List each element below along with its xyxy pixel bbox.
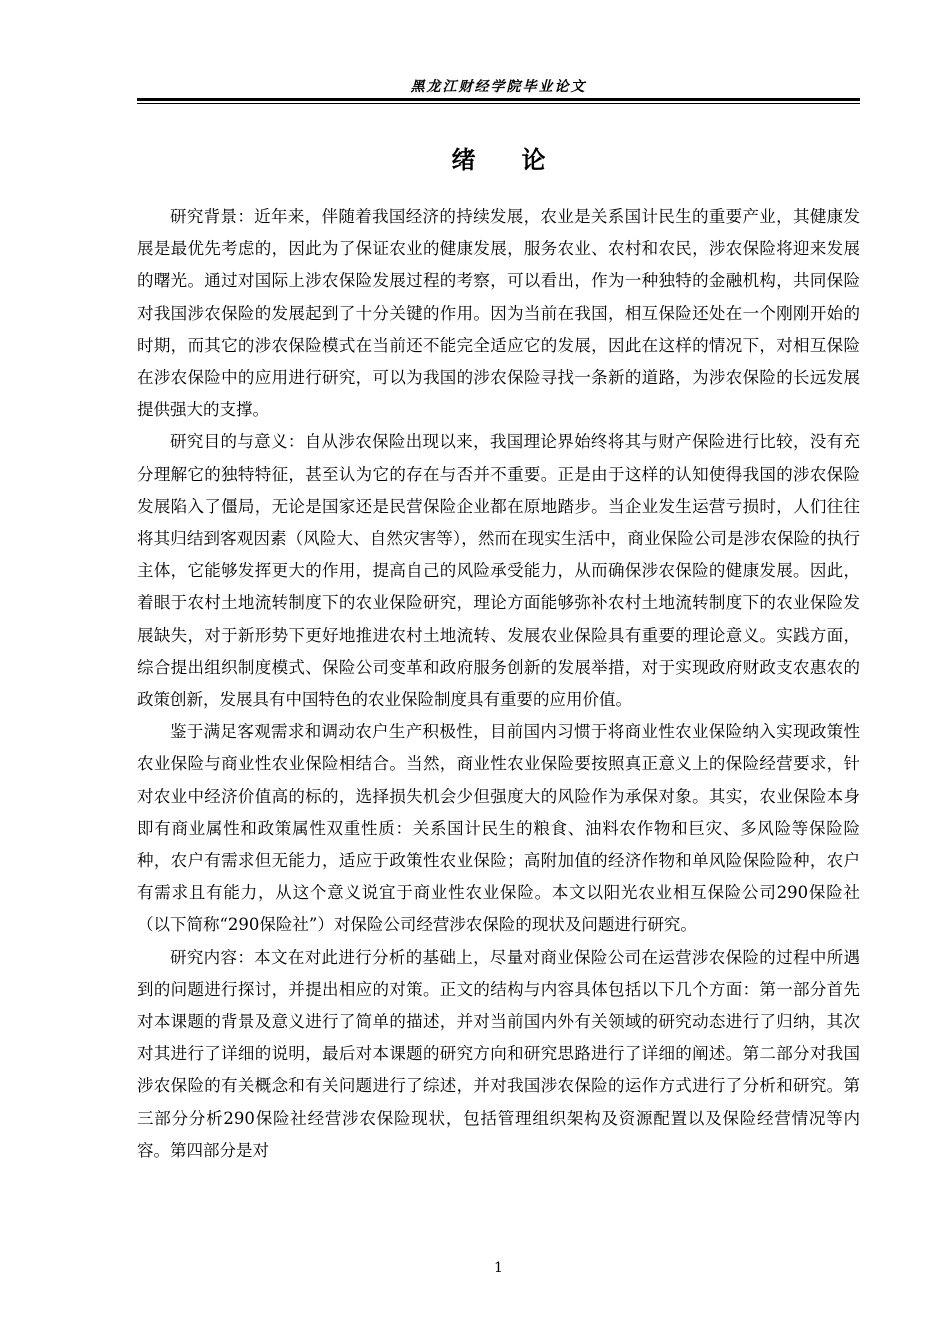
paragraph-research-purpose: 研究目的与意义：自从涉农保险出现以来，我国理论界始终将其与财产保险进行比较，没有充分理解它的独特特征，甚至认为它的存在与否并不重要。正是由于这样的认知使得我国的涉农保险发展陷入了僵局，无论是国家还是民营保险企业都在原地踏步。当企业发生运营亏损时，人们往往将其归结到客观因素（风险大、自然灾害等），然而在现实生活中，商业保险公司是涉农保险的执行主体，它能够发挥更大的作用，提高自己的风险承受能力，从而确保涉农保险的健康发展。因此，着眼于农村土地流转制度下的农业保险研究，理论方面能够弥补农村土地流转制度下的农业保险发展缺失，对于新形势下更好地推进农村土地流转、发展农业保险具有重要的理论意义。实践方面，综合提出组织制度模式、保险公司变革和政府服务创新的发展举措，对于实现政府财政支农惠农的政策创新，发展具有中国特色的农业保险制度具有重要的应用价值。: [137, 432, 860, 710]
page-number: 1: [494, 1260, 503, 1276]
body-text: [137, 201, 860, 1167]
paragraph-commercial-insurance: 鉴于满足客观需求和调动农户生产积极性，目前国内习惯于将商业性农业保险纳入实现政策性农业保险与商业性农业保险相结合。当然，商业性农业保险要按照真正意义上的保险经营要求，针对农业中经济价值高的标的，选择损失机会少但强度大的风险作为承保对象。其实，农业保险本身即有商业属性和政策属性双重性质：关系国计民生的粮食、油料农作物和巨灾、多风险等保险险种，农户有需求但无能力，适应于政策性农业保险；高附加值的经济作物和单风险保险险种，农户有需求且有能力，从这个意义说宜于商业性农业保险。本文以阳光农业相互保险公司290保险社（以下简称“290保险社”）对保险公司经营涉农保险的现状及问题进行研究。: [137, 722, 860, 935]
running-header: 黑龙江财经学院毕业论文: [410, 79, 587, 95]
page-title: 绪论: [451, 146, 592, 174]
paragraph-research-background: 研究背景：近年来，伴随着我国经济的持续发展，农业是关系国计民生的重要产业，其健康发展是最优先考虑的，因此为了保证农业的健康发展，服务农业、农村和农民，涉农保险将迎来发展的曙光。通过对国际上涉农保险发展过程的考察，可以看出，作为一种独特的金融机构，共同保险对我国涉农保险的发展起到了十分关键的作用。因为当前在我国，相互保险还处在一个刚刚开始的时期，而其它的涉农保险模式在当前还不能完全适应它的发展，因此在这样的情况下，对相互保险在涉农保险中的应用进行研究，可以为我国的涉农保险寻找一条新的道路，为涉农保险的长远发展提供强大的支撑。: [137, 207, 860, 420]
header-rule-thick: [137, 98, 860, 101]
header-rule-thin: [137, 103, 860, 104]
paragraph-research-content: 研究内容：本文在对此进行分析的基础上，尽量对商业保险公司在运营涉农保险的过程中所遇到的问题进行探讨，并提出相应的对策。正文的结构与内容具体包括以下几个方面：第一部分首先对本课题的背景及意义进行了简单的描述，并对当前国内外有关领域的研究动态进行了归纳，其次对其进行了详细的说明，最后对本课题的研究方向和研究思路进行了详细的阐述。第二部分对我国涉农保险的有关概念和有关问题进行了综述，并对我国涉农保险的运作方式进行了分析和研究。第三部分分析290保险社经营涉农保险现状，包括管理组织架构及资源配置以及保险经营情况等内容。第四部分是对: [137, 947, 860, 1160]
